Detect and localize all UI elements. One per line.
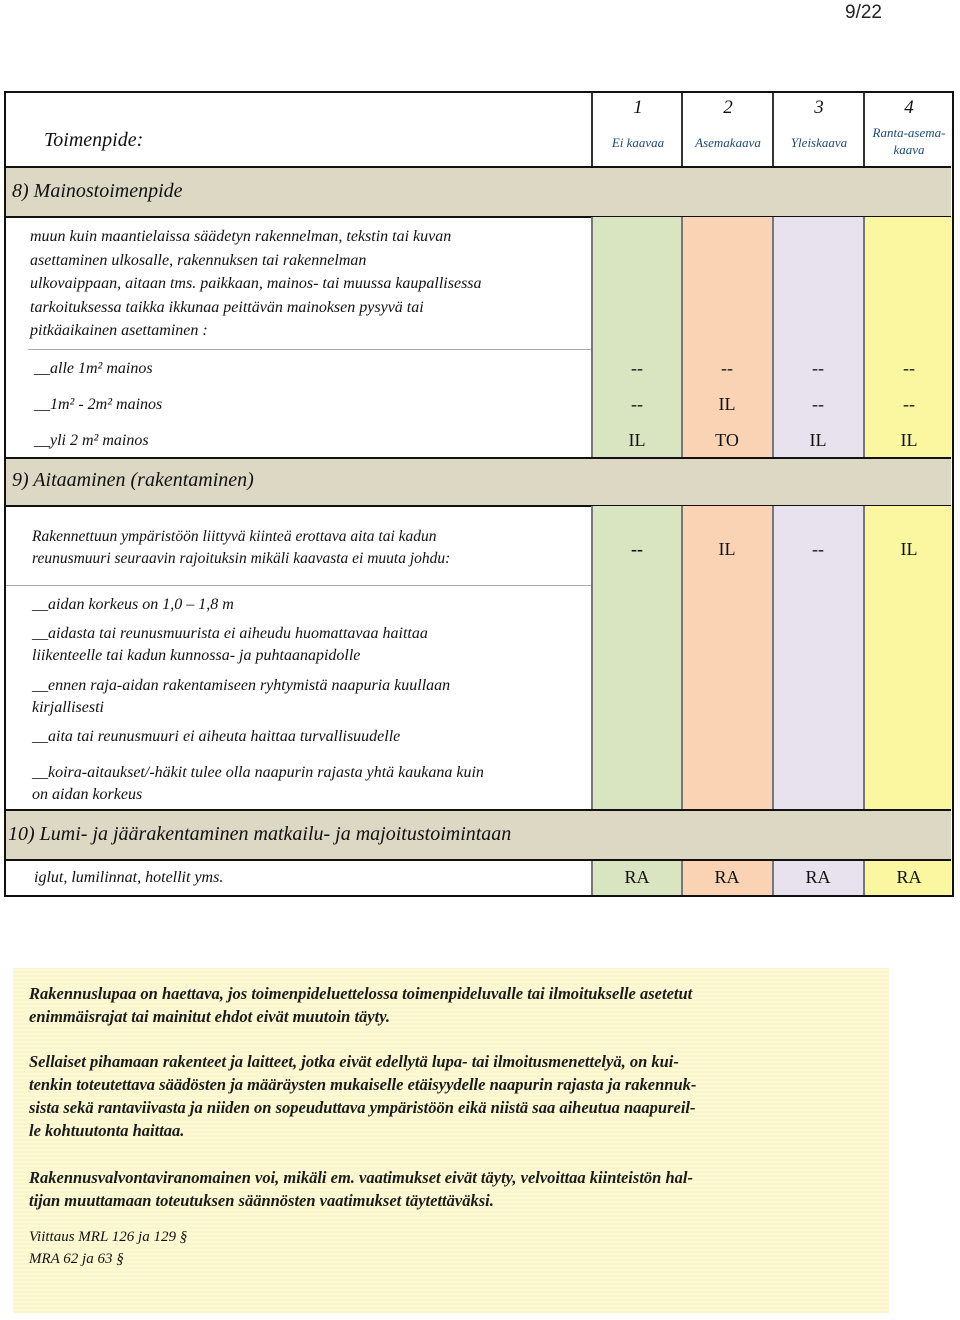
- section-10-row-code: RA: [624, 867, 650, 887]
- section-9-title: 9) Aitaaminen (rakentaminen): [12, 469, 254, 491]
- section-8-row-code: IL: [718, 394, 736, 414]
- info-box: [13, 968, 889, 1313]
- section-8-title: 8) Mainostoimenpide: [12, 180, 183, 202]
- reference-line-1: Viittaus MRL 126 ja 129 §: [29, 1229, 188, 1245]
- section-8-row-code: --: [903, 358, 915, 378]
- section-8-row-code: TO: [715, 430, 739, 450]
- section-9-code: IL: [900, 539, 918, 559]
- section-8-row-code: --: [631, 358, 643, 378]
- column-2-number: 2: [723, 97, 733, 118]
- section-8-body: [6, 217, 951, 457]
- section-8-row-code: IL: [900, 430, 918, 450]
- section-8-row-label: __alle 1m² mainos: [34, 360, 153, 377]
- procedure-table: [4, 91, 954, 897]
- table-header: [6, 93, 951, 167]
- section-8-description: muun kuin maantielaissa säädetyn rakennelman, tekstin tai kuvan asettaminen ulkosalle, rakennuksen tai rakennelman ulkovaippaan, aitaan tms. paikkaan, mainos- tai muussa kaupallisessa tarkoituksessa taikka ikkunaa peittävän mainoksen pysyvä tai pitkäaikainen asettaminen :: [30, 228, 482, 339]
- column-1-number: 1: [633, 97, 643, 118]
- info-paragraph-1: Rakennuslupaa on haettava, jos toimenpideluettelossa toimenpideluvalle tai ilmoitukselle asetetut enimmäisrajat tai mainitut ehdot eivät muutoin täyty.: [29, 984, 693, 1026]
- column-1-label: Ei kaavaa: [611, 135, 665, 150]
- condition-item: __koira-aitaukset/-häkit tulee olla naapurin rajasta yhtä kaukana kuin on aidan korkeus: [32, 764, 484, 803]
- section-8-row-code: --: [721, 358, 733, 378]
- section-8-row-code: --: [903, 394, 915, 414]
- section-8-row-code: IL: [628, 430, 646, 450]
- column-3-number: 3: [814, 97, 824, 118]
- section-8-band: [6, 168, 951, 216]
- column-4-label: Ranta-asema- kaava: [872, 125, 946, 157]
- section-10-band: [6, 811, 951, 859]
- section-10-row: [6, 861, 951, 897]
- section-9-band: [6, 459, 951, 505]
- section-10-row-code: RA: [805, 867, 831, 887]
- section-9-code: IL: [718, 539, 736, 559]
- section-10-row-code: RA: [714, 867, 740, 887]
- section-9-code: --: [812, 539, 824, 559]
- section-10-title: 10) Lumi- ja jäärakentaminen matkailu- ja majoitustoimintaan: [8, 823, 512, 845]
- section-8-row-label: __yli 2 m² mainos: [34, 432, 149, 449]
- column-2-label: Asemakaava: [695, 135, 761, 150]
- section-10-row-label: iglut, lumilinnat, hotellit yms.: [34, 869, 224, 886]
- section-8-row-code: --: [812, 394, 824, 414]
- column-3-label: Yleiskaava: [790, 135, 848, 150]
- condition-item: __ennen raja-aidan rakentamiseen ryhtymistä naapuria kuullaan kirjallisesti: [32, 677, 451, 716]
- condition-item: __aidasta tai reunusmuurista ei aiheudu huomattavaa haittaa liikenteelle tai kadun kunnossa- ja puhtaanapidolle: [32, 625, 428, 664]
- section-8-row-label: __1m² - 2m² mainos: [34, 396, 163, 413]
- section-9-code: --: [631, 539, 643, 559]
- condition-item: __aidan korkeus on 1,0 – 1,8 m: [32, 596, 234, 613]
- page-number: 9/22: [845, 2, 882, 23]
- info-paragraph-3: Rakennusvalvontaviranomainen voi, mikäli em. vaatimukset eivät täyty, velvoittaa kiinteistön hal- tijan muuttamaan toteutuksen säännösten vaatimukset täytettäväksi.: [29, 1168, 693, 1210]
- info-paragraph-2: Sellaiset pihamaan rakenteet ja laitteet, jotka eivät edellytä lupa- tai ilmoitusmenettelyä, on kui- tenkin toteutettava säädösten ja määräysten mukaiselle etäisyydelle naapurin rajasta ja rakennuk- sista sekä rantaviivasta ja niiden on sopeuduttava ympäristöön eikä niistä saa aiheutua naapureil- le kohtuutonta haittaa.: [29, 1052, 697, 1140]
- header-title: Toimenpide:: [44, 129, 144, 151]
- section-8-row-code: --: [812, 358, 824, 378]
- column-4-number: 4: [904, 97, 914, 118]
- section-8-row-code: IL: [809, 430, 827, 450]
- section-8-row-code: --: [631, 394, 643, 414]
- section-9-description: Rakennettuun ympäristöön liittyvä kiinteä erottava aita tai kadun reunusmuuri seuraavin rajoituksin mikäli kaavasta ei muuta johdu:: [32, 528, 451, 567]
- section-9-body: [6, 506, 951, 809]
- reference-line-2: MRA 62 ja 63 §: [29, 1251, 124, 1267]
- section-10-row-code: RA: [896, 867, 922, 887]
- condition-item: __aita tai reunusmuuri ei aiheuta haittaa turvallisuudelle: [32, 728, 401, 745]
